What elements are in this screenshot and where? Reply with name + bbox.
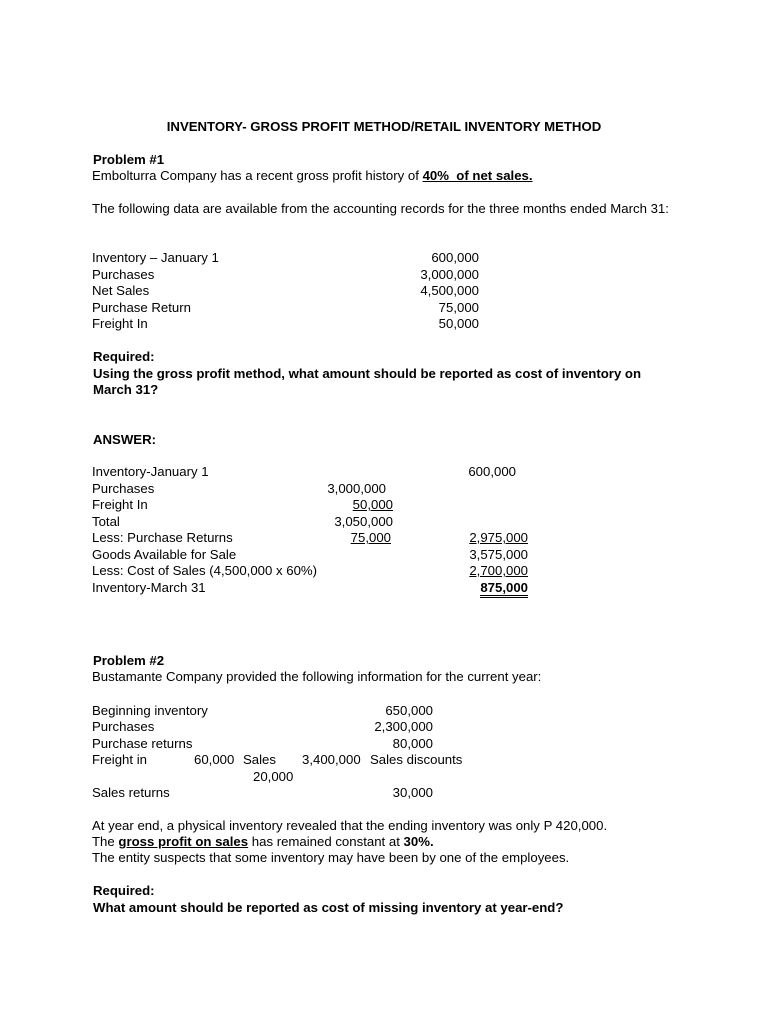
problem1-item-label: Purchase Return xyxy=(92,300,191,315)
yearend-text: At year end, a physical inventory revealed that the ending inventory was only P 420,000. xyxy=(92,818,608,833)
sales-label: Sales xyxy=(243,752,276,767)
answer-row-label: Goods Available for Sale xyxy=(92,547,237,562)
suspect-text: The entity suspects that some inventory may have been by one of the employees. xyxy=(92,850,570,865)
answer-row-label: Less: Purchase Returns xyxy=(92,530,233,545)
gp-mid: has remained constant at xyxy=(248,834,404,849)
answer-row-amount-value: 50,000 xyxy=(352,497,393,512)
answer-row-amount xyxy=(321,497,393,513)
problem2-item-label: Beginning inventory xyxy=(92,703,208,718)
answer-row-label: Freight In xyxy=(92,497,148,512)
problem1-item-value: 600,000 xyxy=(431,250,479,265)
problem1-item-label: Inventory – January 1 xyxy=(92,250,219,265)
problem2-item-value: 650,000 xyxy=(385,703,433,718)
answer-row-total xyxy=(450,530,528,546)
answer-row-label: Inventory-January 1 xyxy=(92,464,209,479)
gp-pre: The xyxy=(92,834,119,849)
problem1-data-intro: The following data are available from the accounting records for the three months ended March 31: xyxy=(92,201,669,216)
problem1-item-value: 4,500,000 xyxy=(420,283,479,298)
sales-returns-label: Sales returns xyxy=(92,785,170,800)
answer-row-amount-value: 75,000 xyxy=(350,530,391,545)
answer-row-amount xyxy=(321,530,391,546)
problem2-item-label: Purchases xyxy=(92,719,155,734)
answer-row-label: Inventory-March 31 xyxy=(92,580,206,595)
problem1-intro-text: Embolturra Company has a recent gross profit history of xyxy=(92,168,423,183)
gp-highlight: gross profit on sales xyxy=(118,834,249,849)
page-title: INVENTORY- GROSS PROFIT METHOD/RETAIL INVENTORY METHOD xyxy=(166,119,602,134)
problem2-item-value: 80,000 xyxy=(392,736,433,751)
sales-discounts-value: 20,000 xyxy=(253,769,294,784)
answer-row-label: Purchases xyxy=(92,481,155,496)
problem1-item-label: Freight In xyxy=(92,316,148,331)
answer-row-total-value: 2,975,000 xyxy=(469,530,528,545)
sales-value: 3,400,000 xyxy=(302,752,361,767)
problem1-item-value: 3,000,000 xyxy=(420,267,479,282)
problem1-item-value: 75,000 xyxy=(438,300,479,315)
freight-in-value: 60,000 xyxy=(194,752,235,767)
problem2-required-text: What amount should be reported as cost of missing inventory at year-end? xyxy=(93,900,564,915)
answer-row-label: Less: Cost of Sales (4,500,000 x 60%) xyxy=(92,563,318,578)
ending-inventory-value: 875,000 xyxy=(480,580,528,598)
gross-profit-line xyxy=(92,834,434,850)
answer-row-total: 600,000 xyxy=(468,464,516,479)
gp-percent: 30% xyxy=(403,834,430,849)
freight-in-label: Freight in xyxy=(92,752,147,767)
sales-discounts-label: Sales discounts xyxy=(370,752,463,767)
answer-label: ANSWER: xyxy=(93,432,157,447)
problem1-item-label: Purchases xyxy=(92,267,155,282)
gross-profit-rate: 40% of net sales. xyxy=(422,168,533,183)
problem1-required-text: Using the gross profit method, what amount should be reported as cost of inventory on March 31? xyxy=(93,366,642,397)
problem1-item-value: 50,000 xyxy=(438,316,479,331)
problem2-intro: Bustamante Company provided the following information for the current year: xyxy=(92,669,542,684)
answer-row-amount: 3,050,000 xyxy=(334,514,393,529)
problem1-required-label: Required: xyxy=(93,349,155,364)
problem2-heading: Problem #2 xyxy=(93,653,165,668)
problem1-heading: Problem #1 xyxy=(93,152,165,167)
answer-row-total: 3,575,000 xyxy=(469,547,528,562)
answer-row-label: Total xyxy=(92,514,120,529)
problem2-required-label: Required: xyxy=(93,883,155,898)
sales-returns-value: 30,000 xyxy=(392,785,433,800)
problem1-item-label: Net Sales xyxy=(92,283,150,298)
problem1-intro xyxy=(92,168,533,184)
answer-row-total xyxy=(450,563,528,579)
answer-row-total-value: 2,700,000 xyxy=(469,563,528,578)
problem2-item-value: 2,300,000 xyxy=(374,719,433,734)
answer-row-amount: 3,000,000 xyxy=(327,481,386,496)
ending-inventory-total xyxy=(450,580,528,596)
problem2-item-label: Purchase returns xyxy=(92,736,193,751)
gp-end: . xyxy=(429,834,434,849)
